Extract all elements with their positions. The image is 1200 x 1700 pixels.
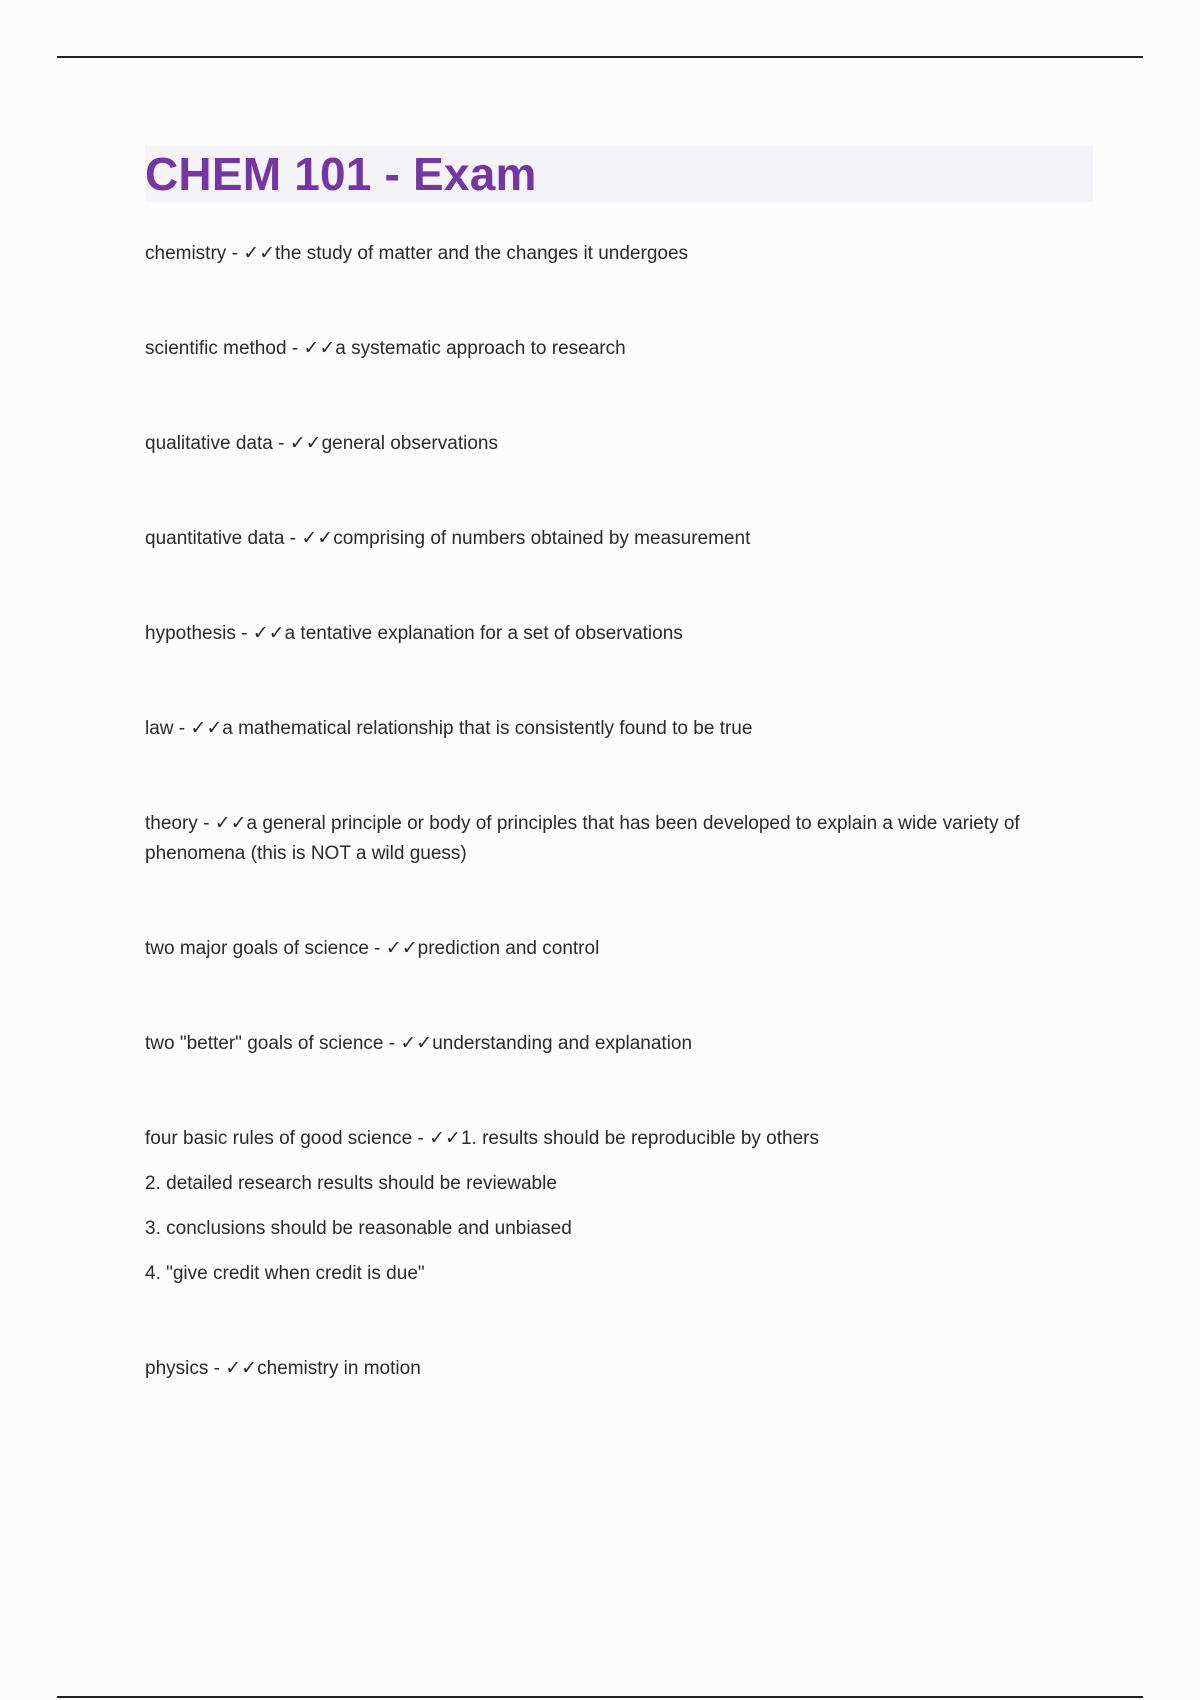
title-band (145, 146, 1093, 202)
flashcard-item (145, 1353, 1093, 1384)
flashcard-term: two "better" goals of science (145, 1033, 384, 1054)
term-separator: - (368, 938, 386, 959)
flashcard-definition-line: 4. "give credit when credit is due" (145, 1263, 425, 1284)
flashcard-main-line (145, 523, 1093, 554)
double-check-icon: ✓✓ (385, 937, 418, 959)
term-separator: - (173, 718, 191, 739)
top-rule (57, 56, 1143, 58)
flashcard-item (145, 428, 1093, 459)
flashcard-definition: chemistry in motion (257, 1358, 421, 1379)
flashcard-term: scientific method (145, 338, 287, 359)
flashcard-item (145, 333, 1093, 364)
double-check-icon: ✓✓ (429, 1127, 461, 1149)
flashcard-term: hypothesis (145, 623, 236, 644)
flashcard-definition: a general principle or body of principles that has been developed to explain a wide variety of phenomena (this is NOT a wild guess) (145, 813, 1020, 864)
flashcard-definition: general observations (321, 433, 498, 454)
double-check-icon: ✓✓ (400, 1032, 433, 1054)
double-check-icon: ✓✓ (289, 432, 322, 454)
flashcard-main-line (145, 428, 1093, 459)
flashcard-term: qualitative data (145, 433, 273, 454)
flashcard-definition: a tentative explanation for a set of observations (284, 623, 683, 644)
flashcard-term: two major goals of science (145, 938, 369, 959)
term-separator: - (286, 338, 304, 359)
flashcard-term: four basic rules of good science (145, 1128, 413, 1149)
page-content (145, 146, 1093, 1448)
flashcard-list (145, 238, 1093, 1384)
bottom-rule (57, 1696, 1143, 1698)
flashcard-term: quantitative data (145, 528, 285, 549)
flashcard-definition: prediction and control (417, 938, 600, 959)
flashcard-term: law (145, 718, 174, 739)
flashcard-main-line (145, 1028, 1093, 1059)
double-check-icon: ✓✓ (225, 1357, 258, 1379)
flashcard-item (145, 1123, 1093, 1289)
page-title: CHEM 101 - Exam (145, 148, 537, 200)
term-separator: - (272, 433, 290, 454)
flashcard-main-line (145, 933, 1093, 964)
flashcard-main-line (145, 333, 1093, 364)
flashcard-definition: the study of matter and the changes it undergoes (275, 243, 689, 264)
flashcard-definition: a systematic approach to research (335, 338, 626, 359)
flashcard-item (145, 713, 1093, 744)
term-separator: - (208, 1358, 226, 1379)
flashcard-definition-line: 3. conclusions should be reasonable and unbiased (145, 1218, 572, 1239)
double-check-icon: ✓✓ (190, 717, 223, 739)
term-separator: - (226, 243, 244, 264)
flashcard-item (145, 238, 1093, 269)
flashcard-definition-line: 2. detailed research results should be reviewable (145, 1173, 557, 1194)
flashcard-main-line (145, 1123, 1093, 1154)
flashcard-main-line (145, 808, 1093, 869)
term-separator: - (235, 623, 253, 644)
flashcard-item (145, 1028, 1093, 1059)
flashcard-main-line (145, 618, 1093, 649)
flashcard-term: chemistry (145, 243, 227, 264)
term-separator: - (197, 813, 215, 834)
flashcard-term: physics (145, 1358, 209, 1379)
double-check-icon: ✓✓ (301, 527, 334, 549)
flashcard-term: theory (145, 813, 198, 834)
flashcard-main-line (145, 238, 1093, 269)
flashcard-definition: 1. results should be reproducible by others (460, 1128, 819, 1149)
flashcard-main-line (145, 713, 1093, 744)
flashcard-definition: understanding and explanation (432, 1033, 693, 1054)
double-check-icon: ✓✓ (303, 337, 336, 359)
double-check-icon: ✓✓ (214, 812, 247, 834)
term-separator: - (383, 1033, 401, 1054)
flashcard-main-line (145, 1353, 1093, 1384)
flashcard-definition: comprising of numbers obtained by measurement (333, 528, 751, 549)
flashcard-definition: a mathematical relationship that is consistently found to be true (222, 718, 753, 739)
term-separator: - (284, 528, 302, 549)
flashcard-item (145, 618, 1093, 649)
flashcard-item (145, 523, 1093, 554)
double-check-icon: ✓✓ (243, 242, 276, 264)
term-separator: - (412, 1128, 430, 1149)
flashcard-item (145, 808, 1093, 869)
flashcard-item (145, 933, 1093, 964)
double-check-icon: ✓✓ (252, 622, 285, 644)
